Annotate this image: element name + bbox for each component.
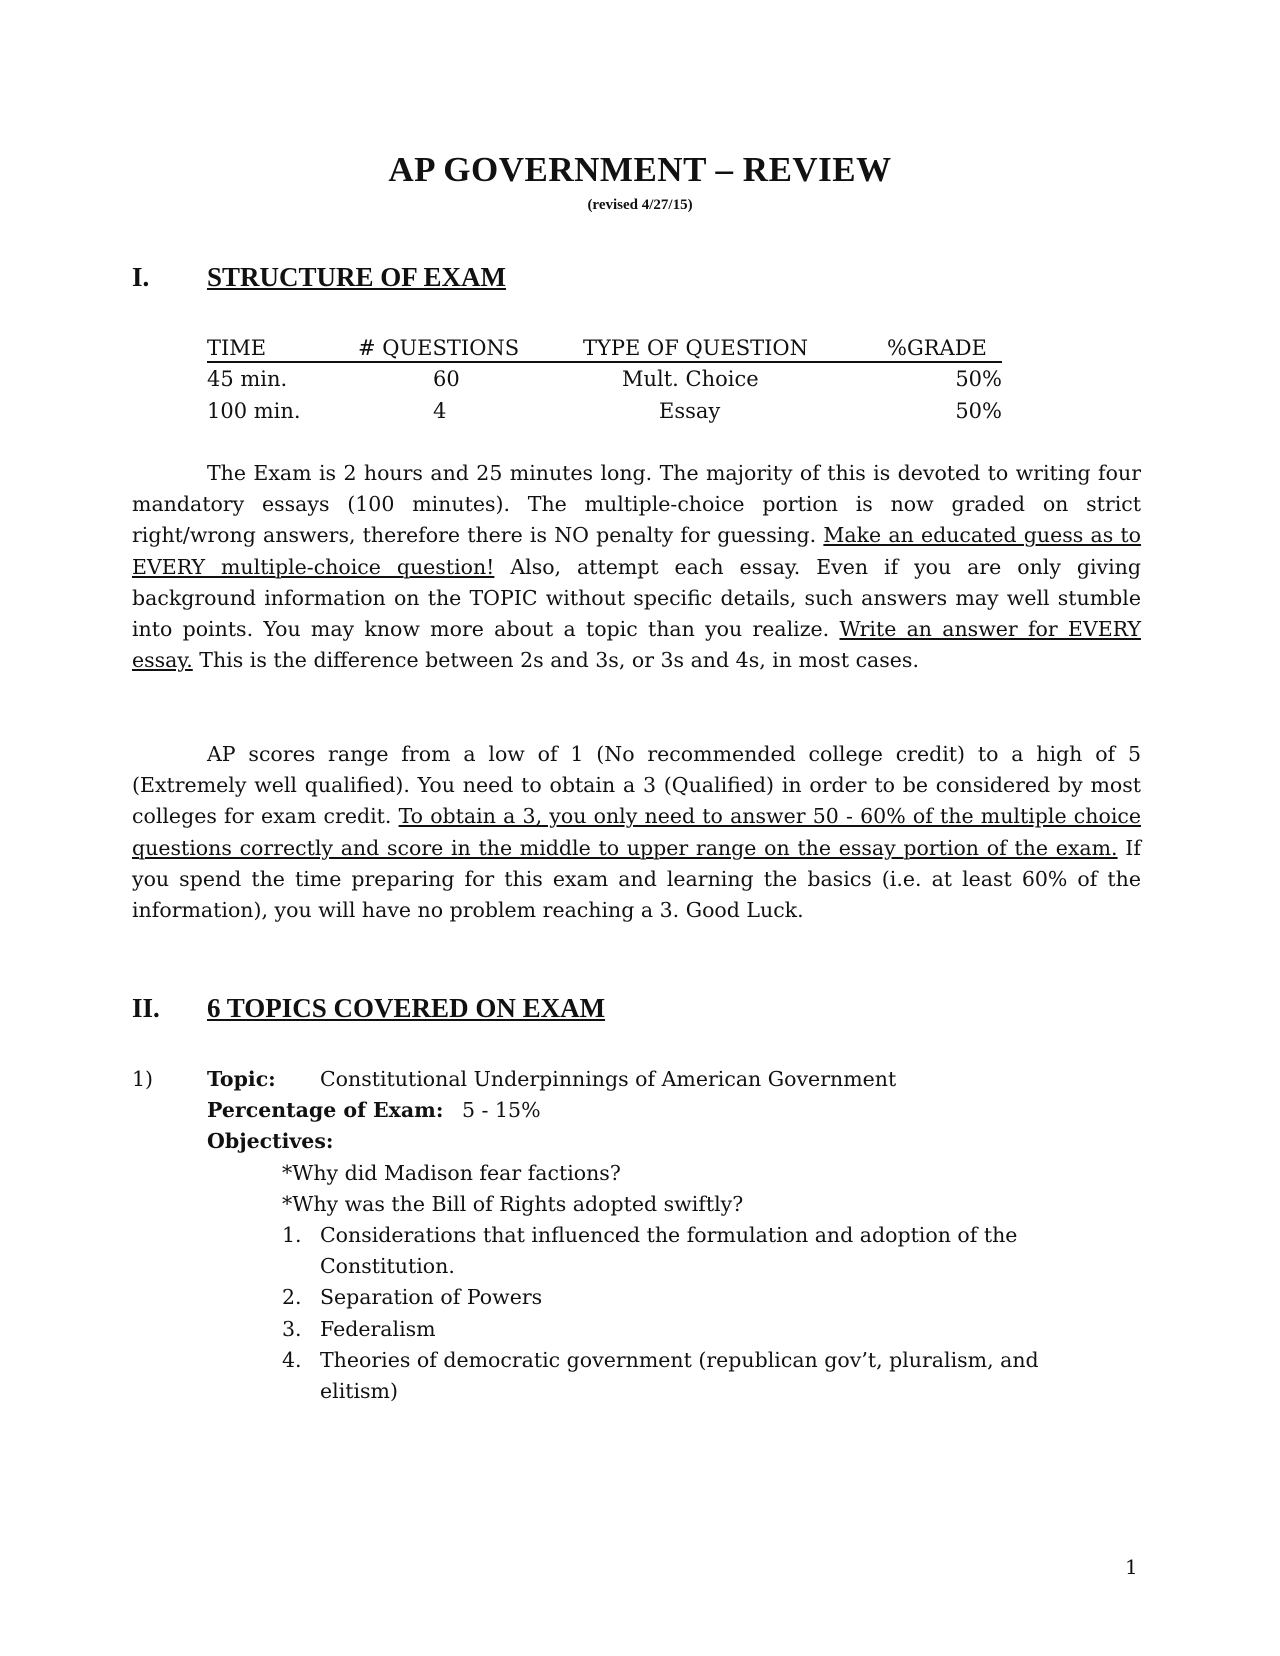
table-cell: 45 min. bbox=[207, 367, 288, 391]
text: The Exam is 2 hours and 25 minutes long. The majority of this is devoted to writing four mandatory essays (100 minutes). The multiple-choice portion is now graded on strict right/wrong answers, therefore there is NO penalty for guessing. bbox=[132, 461, 1141, 548]
column-header: # QUESTIONS bbox=[358, 336, 520, 360]
underlined-text: To obtain a 3, you only need to answer 50 - 60% of the multiple choice questions correctly and score in the middle to upper range on the essay portion of the exam. bbox=[132, 804, 1141, 860]
topic-label: Topic: bbox=[207, 1067, 276, 1091]
percentage-label: Percentage of Exam: bbox=[207, 1098, 444, 1123]
exam-overview-paragraph bbox=[132, 458, 1141, 676]
revision-date: (revised 4/27/15) bbox=[587, 197, 693, 213]
objective-question: *Why did Madison fear factions? bbox=[282, 1160, 621, 1185]
column-header: %GRADE bbox=[887, 336, 987, 360]
underlined-text: Make an educated guess as to EVERY multiple-choice question! bbox=[132, 523, 1142, 579]
item-number: 2. bbox=[282, 1285, 302, 1310]
section-number: I. bbox=[132, 262, 150, 292]
objective-item: Separation of Powers bbox=[320, 1285, 543, 1310]
objective-item-cont: Constitution. bbox=[320, 1254, 455, 1279]
section-heading: STRUCTURE OF EXAM bbox=[207, 262, 507, 292]
table-cell: 60 bbox=[433, 367, 460, 391]
table-cell: 50% bbox=[955, 367, 1002, 391]
text: If you spend the time preparing for this exam and learning the basics (i.e. at least 60% of the information), you will have no problem reaching a 3. Good Luck. bbox=[132, 835, 1141, 923]
page-number: 1 bbox=[1125, 1555, 1138, 1579]
ap-scores-paragraph bbox=[132, 739, 1141, 926]
table-cell: 100 min. bbox=[207, 399, 301, 423]
percentage-value: 5 - 15% bbox=[462, 1098, 541, 1123]
column-header: TYPE OF QUESTION bbox=[583, 336, 808, 360]
item-number: 4. bbox=[282, 1347, 302, 1372]
table-cell: 50% bbox=[955, 399, 1002, 423]
document-title: AP GOVERNMENT – REVIEW bbox=[388, 150, 892, 189]
table-row bbox=[207, 395, 1002, 427]
objective-item: Federalism bbox=[320, 1316, 436, 1341]
topic-value: Constitutional Underpinnings of American Government bbox=[320, 1067, 897, 1091]
objectives-label: Objectives: bbox=[207, 1129, 334, 1154]
text: This is the difference between 2s and 3s, or 3s and 4s, in most cases. bbox=[192, 648, 919, 673]
topic-number: 1) bbox=[132, 1067, 154, 1091]
underlined-text: Write an answer for EVERY essay. bbox=[132, 617, 1141, 673]
text: AP scores range from a low of 1 (No recommended college credit) to a high of 5 (Extremely well qualified). You need to obtain a 3 (Qualified) in order to be considered by most colleges for exam credit. bbox=[132, 742, 1141, 829]
table-cell: 4 bbox=[433, 399, 447, 423]
objective-item-cont: elitism) bbox=[320, 1378, 398, 1403]
objective-question: *Why was the Bill of Rights adopted swiftly? bbox=[282, 1191, 744, 1216]
table-cell: Mult. Choice bbox=[622, 367, 759, 391]
section-heading: 6 TOPICS COVERED ON EXAM bbox=[207, 993, 606, 1023]
topic-1 bbox=[132, 1064, 1141, 1407]
table-cell: Essay bbox=[659, 399, 721, 423]
item-number: 1. bbox=[282, 1222, 302, 1247]
column-header: TIME bbox=[207, 336, 267, 360]
table-row bbox=[207, 363, 1002, 395]
text: Also, attempt each essay. Even if you are only giving background information on the TOPIC without specific details, such answers may well stumble into points. You may know more about a topic than you realize. bbox=[132, 554, 1141, 642]
objective-item: Theories of democratic government (republican gov’t, pluralism, and bbox=[320, 1347, 1039, 1372]
item-number: 3. bbox=[282, 1316, 302, 1341]
exam-structure-table bbox=[207, 332, 1002, 427]
objective-item: Considerations that influenced the formulation and adoption of the bbox=[320, 1222, 1018, 1247]
section-number: II. bbox=[132, 993, 160, 1023]
table-header-row bbox=[207, 332, 1002, 363]
